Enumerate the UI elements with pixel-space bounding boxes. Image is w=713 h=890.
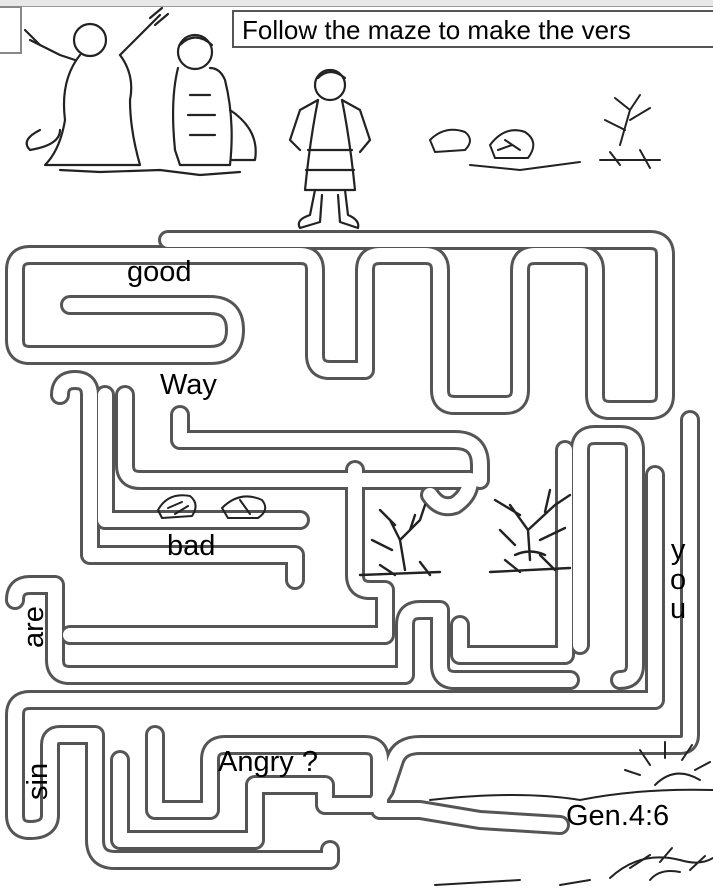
cain-and-abel-figures bbox=[25, 8, 256, 175]
word-are: are bbox=[18, 606, 50, 648]
word-way: Way bbox=[160, 369, 217, 401]
verse-reference: Gen.4:6 bbox=[566, 800, 670, 832]
word-you-letter-2: o bbox=[670, 563, 687, 596]
word-good: good bbox=[127, 256, 192, 288]
maze-walls bbox=[15, 240, 690, 860]
word-you bbox=[670, 536, 686, 625]
word-sin: sin bbox=[22, 762, 54, 800]
title-text: Follow the maze to make the vers bbox=[242, 15, 631, 45]
standing-figure bbox=[290, 70, 370, 228]
sun-bottom bbox=[435, 848, 713, 885]
rocks-and-plant bbox=[430, 95, 660, 170]
word-bad: bad bbox=[167, 530, 216, 562]
word-you-letter-1: y bbox=[670, 534, 686, 566]
word-you-letter-3: u bbox=[670, 593, 687, 626]
thorn-bush-left bbox=[360, 505, 440, 575]
word-angry: Angry ? bbox=[218, 746, 318, 778]
